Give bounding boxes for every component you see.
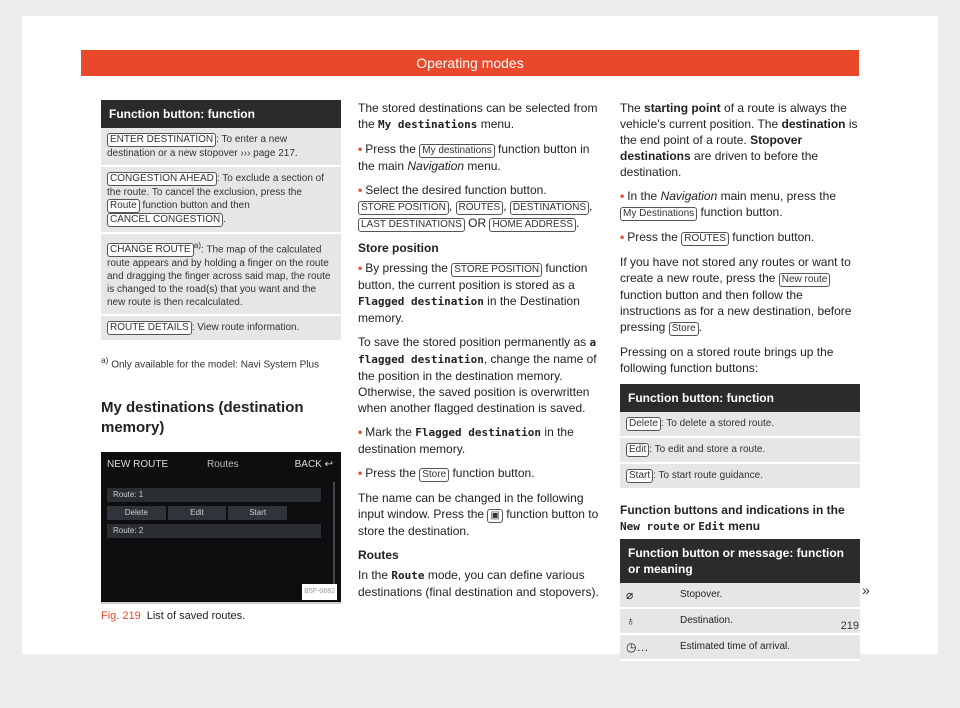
bullet-item: • Select the desired function button. STORE POSITION , ROUTES , DESTINATIONS , LAST DESTINATIONS OR HOME ADDRESS . bbox=[358, 183, 593, 230]
continued-marker: » bbox=[862, 582, 870, 598]
congestion-ahead-button: CONGESTION AHEAD bbox=[107, 172, 217, 186]
function-table bbox=[101, 100, 341, 342]
column-left bbox=[101, 100, 341, 624]
route-details-button: ROUTE DETAILS bbox=[107, 321, 192, 335]
destination-icon: ♁ bbox=[626, 614, 635, 628]
paragraph: To save the stored position permanently as a flagged destination, change the name of the position in the destination memory. Otherwise, the saved position is overwritten when another flagged destination is saved. bbox=[358, 335, 597, 415]
function-table bbox=[620, 384, 860, 490]
new-route-button: New route bbox=[779, 273, 831, 287]
subheading: Function buttons and indications in the New route or Edit menu bbox=[620, 503, 845, 533]
table-row: CHANGE ROUTE $^{a)}$: The map of the calculated route appears and by holding a finger on the route and dragging the finger across said map, the route is changed to the road(s) that you want and the new route is then recalculated. bbox=[101, 234, 341, 316]
figure-code: B5F-0882 bbox=[302, 584, 337, 600]
my-destinations-button: My Destinations bbox=[620, 207, 697, 221]
paragraph: The name can be changed in the following input window. Press the ▣ function button to store the destination. bbox=[358, 491, 599, 538]
paragraph: Pressing on a stored route brings up the following function buttons: bbox=[620, 345, 834, 375]
figure-screen bbox=[101, 452, 341, 604]
edit-button: Edit bbox=[626, 443, 649, 457]
bullet-item: • Press the My destinations function button in the main Navigation menu. bbox=[358, 142, 590, 173]
enter-destination-button: ENTER DESTINATION bbox=[107, 133, 216, 147]
routes-button: ROUTES bbox=[681, 232, 729, 246]
table-row: Start : To start route guidance. bbox=[620, 464, 860, 490]
my-destinations-button: My destinations bbox=[419, 144, 494, 158]
bullet-item: • In the Navigation main menu, press the My Destinations function button. bbox=[620, 189, 836, 219]
table-row: Delete : To delete a stored route. bbox=[620, 412, 860, 438]
paragraph: In the Route mode, you can define various destinations (final destination and stopovers). bbox=[358, 568, 599, 599]
home-address-button: HOME ADDRESS bbox=[489, 218, 576, 232]
clock-icon: ◷… bbox=[626, 640, 649, 654]
table-row: ENTER DESTINATION : To enter a new destination or a new stopover ››› page 217. bbox=[101, 128, 341, 167]
bullet-item: • Press the Store function button. bbox=[358, 466, 535, 480]
table-row: ROUTE DETAILS : View route information. bbox=[101, 316, 341, 342]
page-number: 219 bbox=[840, 620, 859, 632]
table-header: Function button: function bbox=[101, 100, 341, 128]
route-button: Route bbox=[107, 199, 140, 213]
store-position-button: STORE POSITION bbox=[358, 201, 449, 215]
paragraph: The stored destinations can be selected from the My destinations menu. bbox=[358, 101, 598, 131]
table-row: ♁ Destination. bbox=[620, 609, 860, 635]
table-header: Function button or message: function or meaning bbox=[620, 539, 860, 583]
store-button: Store bbox=[669, 322, 699, 336]
function-table bbox=[620, 539, 860, 661]
store-button: Store bbox=[419, 468, 449, 482]
footnote: $^{a)}$ Only available for the model: Navi System Plus bbox=[101, 355, 320, 371]
page-header: Operating modes bbox=[81, 50, 859, 76]
subheading: Store position bbox=[358, 241, 439, 255]
table-row: CONGESTION AHEAD : To exclude a section of the route. To cancel the exclusion, press the Route function button and then CANCEL CONGESTION . bbox=[101, 167, 341, 234]
list-item: Route: 1 bbox=[107, 488, 321, 502]
scrollbar bbox=[333, 482, 335, 592]
column-middle bbox=[358, 100, 602, 608]
destinations-button: DESTINATIONS bbox=[510, 201, 589, 215]
paragraph: If you have not stored any routes or want to create a new route, press the New route function button and then follow the instructions as for a new destination, before pressing Store . bbox=[620, 255, 852, 334]
figure-caption: Fig. 219 List of saved routes. bbox=[101, 609, 246, 622]
table-header: Function button: function bbox=[620, 384, 860, 412]
bullet-item: • By pressing the STORE POSITION function button, the current position is stored as a Flagged destination in the Destination memory. bbox=[358, 261, 588, 325]
bullet-item: • Press the ROUTES function button. bbox=[620, 230, 815, 244]
delete-button: Delete bbox=[626, 417, 661, 431]
column-right bbox=[620, 100, 860, 661]
figure-top-bar: NEW ROUTE Routes BACK ↩ bbox=[107, 458, 333, 470]
change-route-button: CHANGE ROUTE bbox=[107, 243, 194, 257]
bullet-item: • Mark the Flagged destination in the destination memory. bbox=[358, 425, 574, 456]
figure-actions: Delete Edit Start bbox=[107, 506, 287, 520]
store-position-button: STORE POSITION bbox=[451, 263, 542, 277]
table-row: ⌀ Stopover. bbox=[620, 583, 860, 609]
stopover-icon: ⌀ bbox=[626, 588, 634, 602]
last-destinations-button: LAST DESTINATIONS bbox=[358, 218, 465, 232]
subheading: Routes bbox=[358, 548, 399, 562]
cancel-congestion-button: CANCEL CONGESTION bbox=[107, 213, 223, 227]
routes-button: ROUTES bbox=[456, 201, 504, 215]
start-button: Start bbox=[626, 469, 653, 483]
paragraph: The starting point of a route is always the vehicle's current position. The destination is the end point of a route. Stopover destinations are driven to before the destination. bbox=[620, 101, 858, 179]
save-icon: ▣ bbox=[487, 509, 502, 523]
section-title: My destinations (destination memory) bbox=[101, 398, 304, 436]
table-row: ◷… Estimated time of arrival. bbox=[620, 635, 860, 661]
list-item: Route: 2 bbox=[107, 524, 321, 538]
table-row: Edit : To edit and store a route. bbox=[620, 438, 860, 464]
